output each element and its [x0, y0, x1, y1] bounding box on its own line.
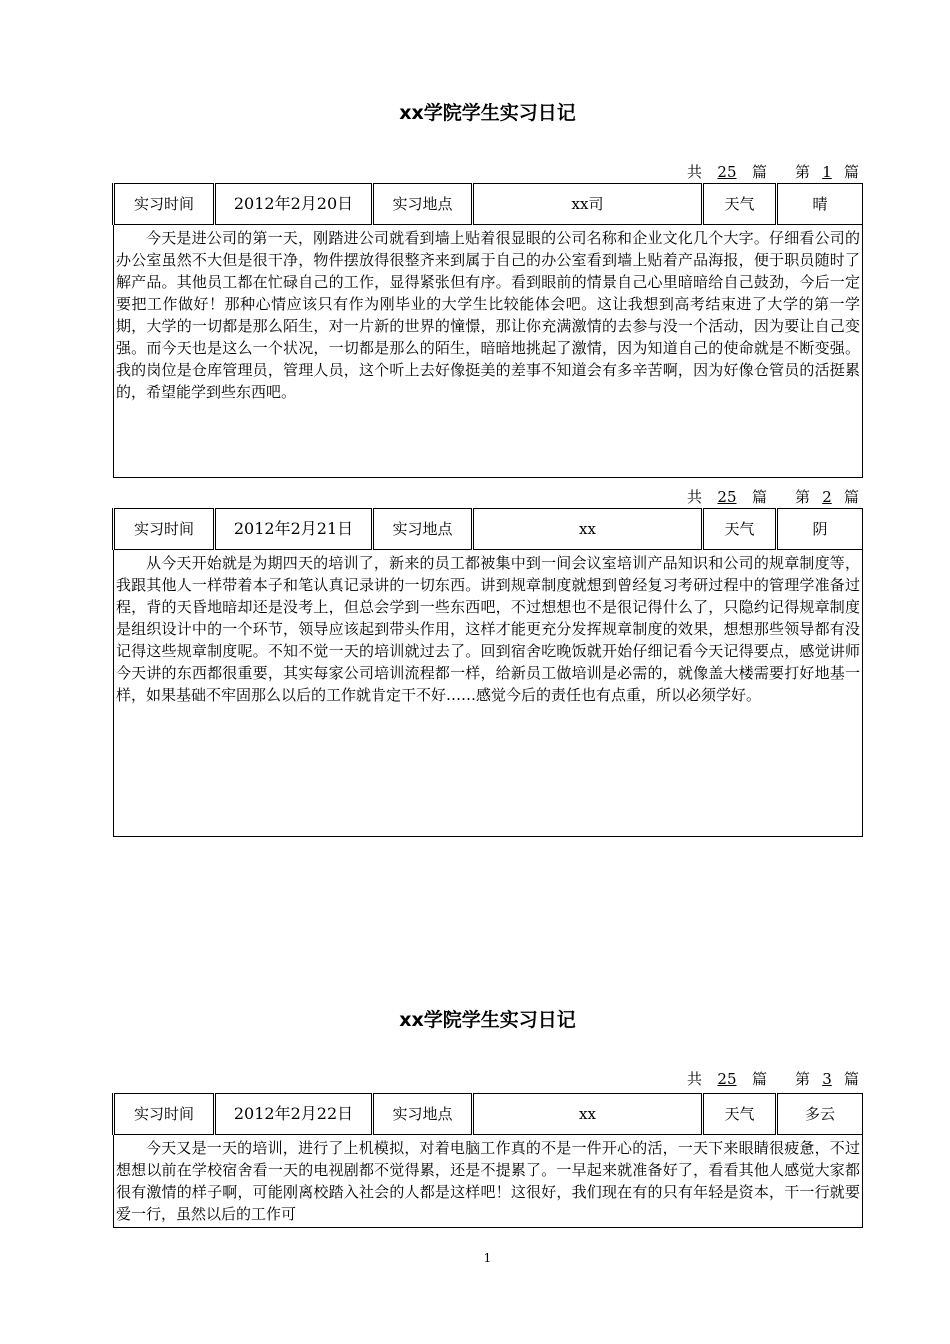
place-value: xx	[473, 509, 703, 550]
diary-content	[114, 550, 863, 837]
number-prefix: 第	[794, 488, 810, 506]
total-count: 25	[717, 488, 737, 506]
unit-label: 篇	[843, 488, 859, 506]
number-prefix: 第	[794, 163, 810, 181]
entry-number: 1	[822, 163, 832, 181]
date-value: 2012年2月22日	[215, 1094, 373, 1135]
weather-label: 天气	[703, 509, 777, 550]
place-value: xx司	[473, 184, 703, 225]
unit-label: 篇	[751, 488, 767, 506]
place-value: xx	[473, 1094, 703, 1135]
diary-content	[114, 1135, 863, 1228]
weather-label: 天气	[703, 184, 777, 225]
weather-value: 多云	[777, 1094, 863, 1135]
place-label: 实习地点	[373, 184, 473, 225]
page-number: 1	[483, 1251, 492, 1265]
place-label: 实习地点	[373, 1094, 473, 1135]
document-title: xx学院学生实习日记	[399, 102, 576, 124]
weather-value: 晴	[777, 184, 863, 225]
time-label: 实习时间	[114, 184, 215, 225]
document-title: xx学院学生实习日记	[399, 1009, 576, 1031]
diary-content	[114, 225, 863, 478]
date-value: 2012年2月20日	[215, 184, 373, 225]
diary-text: 从今天开始就是为期四天的培训了，新来的员工都被集中到一间会议室培训产品知识和公司的规章制度等，我跟其他人一样带着本子和笔认真记录讲的一切东西。讲到规章制度就想到曾经复习考研过程中的管理学准备过程，背的天昏地暗却还是没考上，但总会学到一些东西吧，不过想想也不是很记得什么了，只隐约记得规章制度是组织设计中的一个环节，领导应该起到带头作用，这样才能更充分发挥规章制度的效果，想想那些领导都有没记得这些规章制度呢。不知不觉一天的培训就过去了。回到宿舍吃晚饭就开始仔细记看今天记得要点，感觉讲师今天讲的东西都很重要，其实每家公司培训流程都一样，给新员工做培训是必需的，就像盖大楼需要打好地基一样，如果基础不牢固那么以后的工作就肯定干不好……感觉今后的责任也有点重，所以必须学好。	[116, 554, 860, 704]
entry-number: 2	[822, 488, 832, 506]
diary-table	[112, 183, 863, 478]
total-count: 25	[717, 1070, 737, 1088]
weather-label: 天气	[703, 1094, 777, 1135]
unit-label: 篇	[751, 1070, 767, 1088]
diary-table	[112, 1093, 863, 1228]
diary-text: 今天是进公司的第一天，刚踏进公司就看到墙上贴着很显眼的公司名称和企业文化几个大字。仔细看公司的办公室虽然不大但是很干净，物件摆放得很整齐来到属于自己的办公室看到墙上贴着产品海报，便于职员随时了解产品。其他员工都在忙碌自己的工作，显得紧张但有序。看到眼前的情景自己心里暗暗给自己鼓劲，今后一定要把工作做好！那种心情应该只有作为刚毕业的大学生比较能体会吧。这让我想到高考结束进了大学的第一学期，大学的一切都是那么陌生，对一片新的世界的憧憬，那让你充满激情的去参与没一个活动，因为要让自己变强。而今天也是这么一个状况，一切都是那么的陌生，暗暗地挑起了激情，因为知道自己的使命就是不断变强。我的岗位是仓库管理员，管理人员，这个听上去好像挺美的差事不知道会有多辛苦啊，因为好像仓管员的活挺累的，希望能学到些东西吧。	[116, 229, 860, 401]
unit-label: 篇	[751, 163, 767, 181]
entry-number: 3	[822, 1070, 832, 1088]
entry-counter	[687, 1070, 859, 1088]
number-prefix: 第	[794, 1070, 810, 1088]
diary-text: 今天又是一天的培训，进行了上机模拟，对着电脑工作真的不是一件开心的活，一天下来眼睛很疲惫，不过想想以前在学校宿舍看一天的电视剧都不觉得累，还是不提累了。一早起来就准备好了，看看其他人感觉大家都很有激情的样子啊，可能刚离校踏入社会的人都是这样吧！这很好，我们现在有的只有年轻是资本，干一行就要爱一行，虽然以后的工作可	[116, 1139, 860, 1223]
entry-counter	[687, 163, 859, 181]
entry-counter	[687, 488, 859, 506]
unit-label: 篇	[843, 1070, 859, 1088]
unit-label: 篇	[843, 163, 859, 181]
weather-value: 阴	[777, 509, 863, 550]
time-label: 实习时间	[114, 1094, 215, 1135]
date-value: 2012年2月21日	[215, 509, 373, 550]
place-label: 实习地点	[373, 509, 473, 550]
time-label: 实习时间	[114, 509, 215, 550]
total-count: 25	[717, 163, 737, 181]
total-prefix: 共	[686, 163, 702, 181]
diary-table	[112, 508, 863, 837]
total-prefix: 共	[686, 1070, 702, 1088]
total-prefix: 共	[686, 488, 702, 506]
